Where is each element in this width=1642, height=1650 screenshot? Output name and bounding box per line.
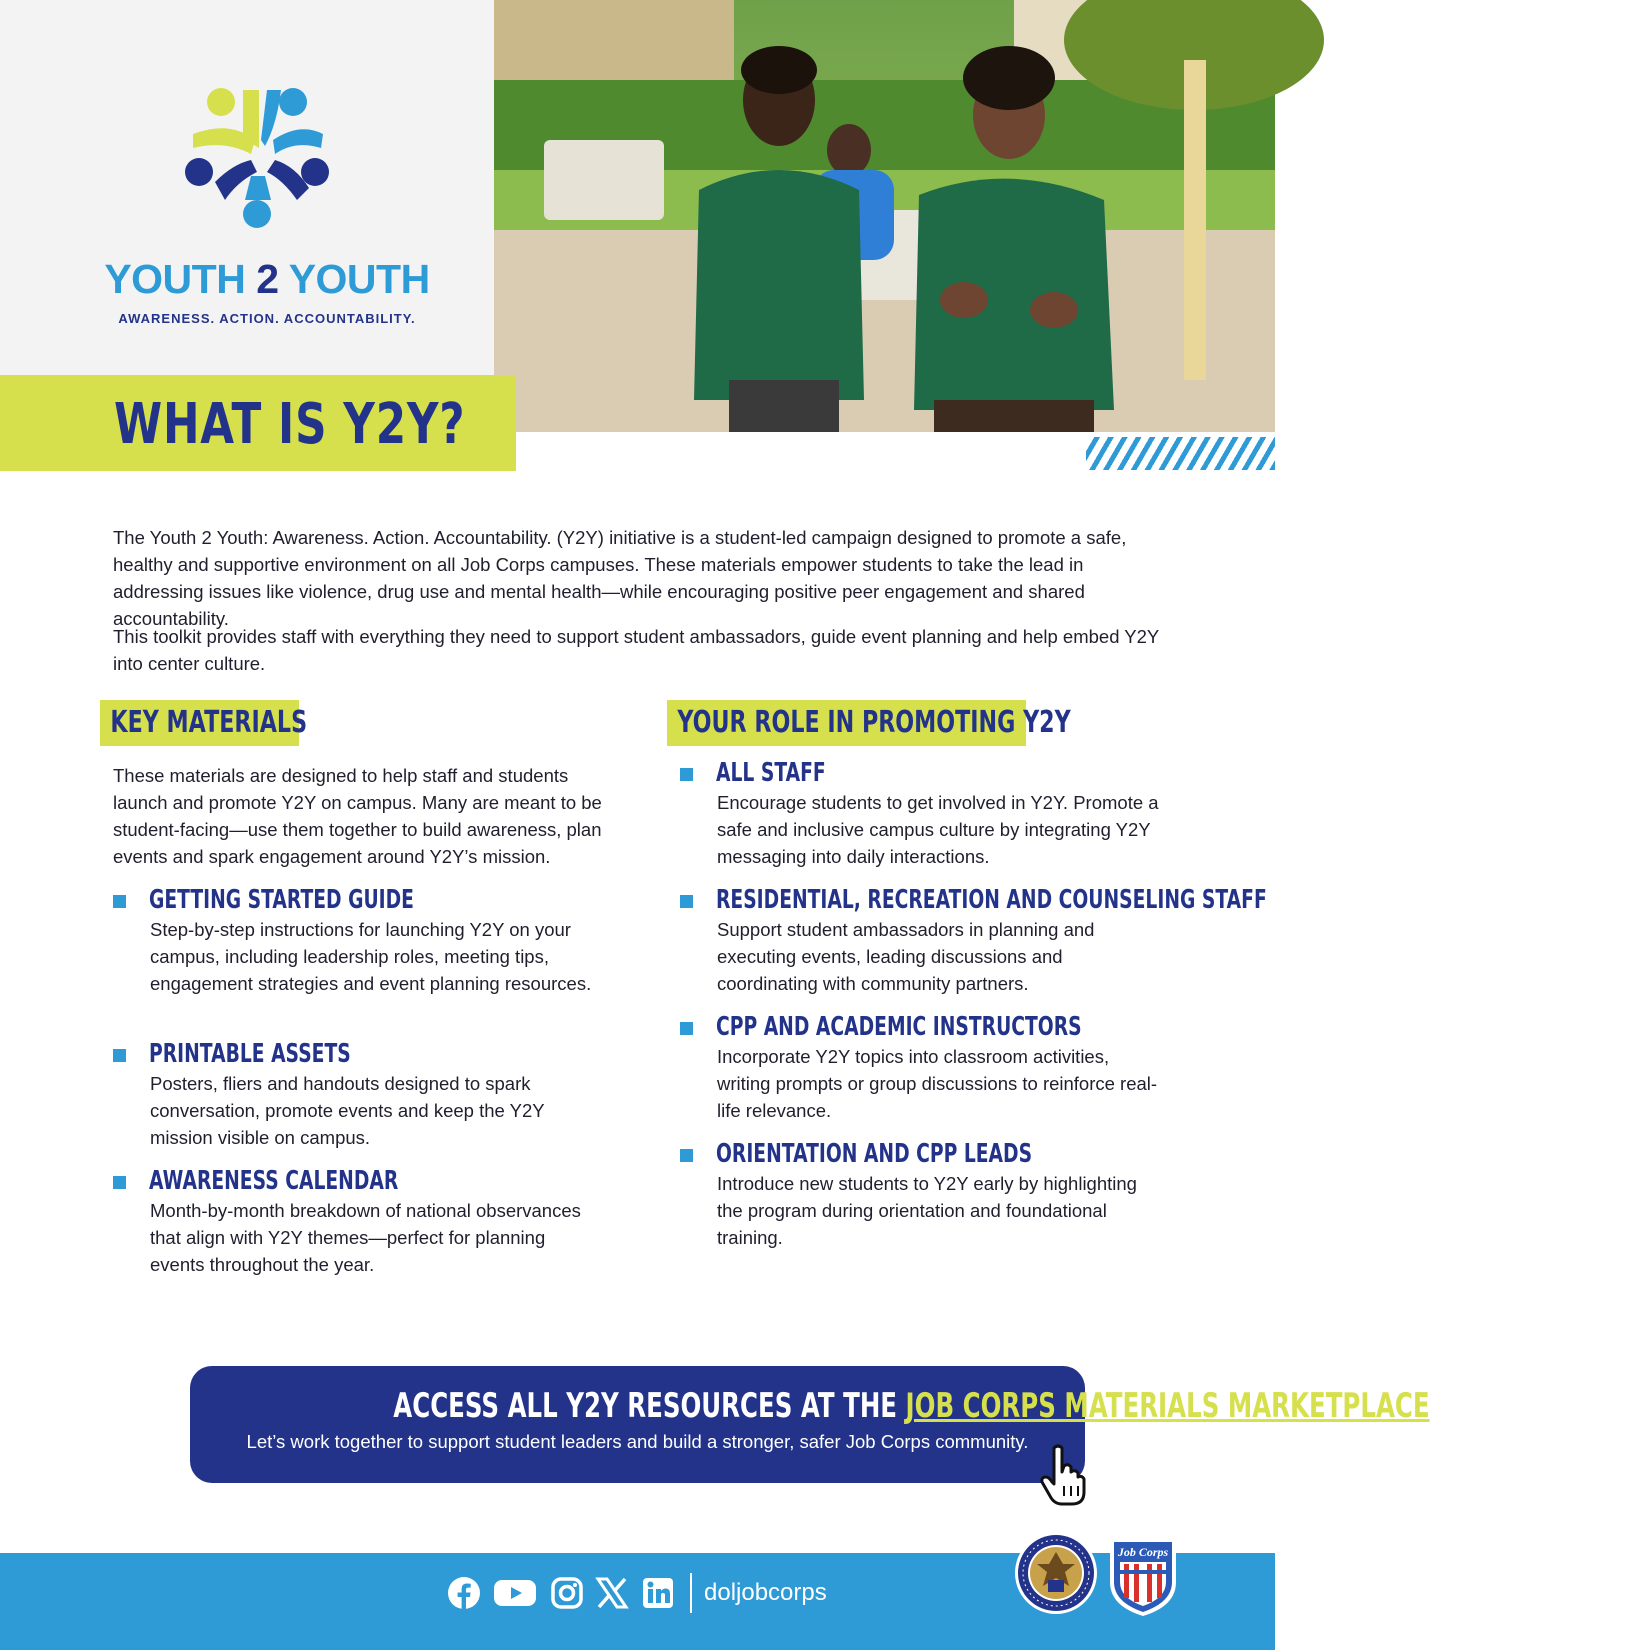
section-heading-text: YOUR ROLE IN PROMOTING Y2Y [677,705,1071,740]
item-title: GETTING STARTED GUIDE [149,885,414,915]
footer-divider [690,1573,692,1613]
item-title: RESIDENTIAL, RECREATION AND COUNSELING STAFF [716,885,1267,915]
department-of-labor-seal [1013,1530,1099,1616]
job-corps-logo [1106,1534,1180,1618]
intro-paragraph: The Youth 2 Youth: Awareness. Action. Accountability. (Y2Y) initiative is a student-led campaign designed to promote a safe, healthy and supportive environment on all Job Corps campuses. These materials empower students to take the lead in addressing issues like violence, drug use and mental health—while encouraging positive peer engagement and shared accountability. [113,527,1127,629]
section-heading-text: KEY MATERIALS [110,705,308,740]
instagram-icon[interactable] [550,1576,584,1610]
item-title: PRINTABLE ASSETS [149,1039,351,1069]
logo-tagline: AWARENESS. ACTION. ACCOUNTABILITY. [118,311,416,326]
wordmark-youth-left: YOUTH [104,256,246,302]
cta-banner [190,1366,1439,1483]
page-title: WHAT IS Y2Y? [114,392,466,457]
item-body: Step-by-step instructions for launching Y2Y on your campus, including leadership roles, meeting tips, engagement strategies and event planning resources. [150,919,592,994]
item-body: Support student ambassadors in planning and executing events, leading discussions and coordinating with community partners. [717,919,1095,994]
item-body: Incorporate Y2Y topics into classroom activities, writing prompts or group discussions to reinforce real-life relevance. [717,1046,1158,1121]
square-bullet-icon [680,895,693,908]
wordmark-two: 2 [256,256,279,302]
square-bullet-icon [680,1149,693,1162]
item-title: CPP AND ACADEMIC INSTRUCTORS [716,1012,1082,1042]
square-bullet-icon [680,768,693,781]
your-role-heading [667,700,1071,746]
key-materials-intro: These materials are designed to help staff and students launch and promote Y2Y on campus. Many are meant to be student-facing—use them together to build awareness, plan events and spark engagement around Y2Y’s mission. [113,765,602,867]
intro-paragraph: This toolkit provides staff with everything they need to support student ambassadors, guide event planning and help embed Y2Y into center culture. [113,626,1159,674]
two-students-talking-photo [494,0,1275,432]
cta-prefix: ACCESS ALL Y2Y RESOURCES AT THE [393,1386,906,1426]
linkedin-icon[interactable] [641,1576,675,1610]
item-title: ALL STAFF [716,758,826,788]
social-handle[interactable]: doljobcorps [704,1579,827,1606]
five-figures-star-icon [185,82,345,242]
facebook-icon[interactable] [447,1576,481,1610]
square-bullet-icon [113,895,126,908]
job-corps-logo-text: Job Corps [1117,1545,1169,1559]
wordmark-youth-right: YOUTH [288,256,430,302]
hand-pointer-icon [1040,1444,1088,1508]
item-title: AWARENESS CALENDAR [149,1166,399,1196]
item-body: Introduce new students to Y2Y early by highlighting the program during orientation and foundational training. [717,1173,1137,1248]
marketplace-link[interactable]: JOB CORPS MATERIALS MARKETPLACE [905,1386,1430,1426]
item-body: Posters, fliers and handouts designed to spark conversation, promote events and keep the Y2Y mission visible on campus. [150,1073,545,1148]
cta-subtext: Let’s work together to support student leaders and build a stronger, safer Job Corps community. [246,1431,1029,1452]
x-icon[interactable] [595,1576,629,1610]
item-body: Month-by-month breakdown of national observances that align with Y2Y themes—perfect for planning events throughout the year. [150,1200,581,1275]
key-materials-heading [100,700,308,746]
item-title: ORIENTATION AND CPP LEADS [716,1139,1033,1169]
cta-suffix: . [1429,1386,1439,1426]
square-bullet-icon [680,1022,693,1035]
item-body: Encourage students to get involved in Y2Y. Promote a safe and inclusive campus culture by integrating Y2Y messaging into daily interactions. [717,792,1159,867]
youtube-icon[interactable] [493,1576,537,1610]
square-bullet-icon [113,1176,126,1189]
square-bullet-icon [113,1049,126,1062]
cta-headline [190,1384,1439,1428]
logo-wordmark [0,256,534,303]
decorative-stripes [1086,437,1275,470]
